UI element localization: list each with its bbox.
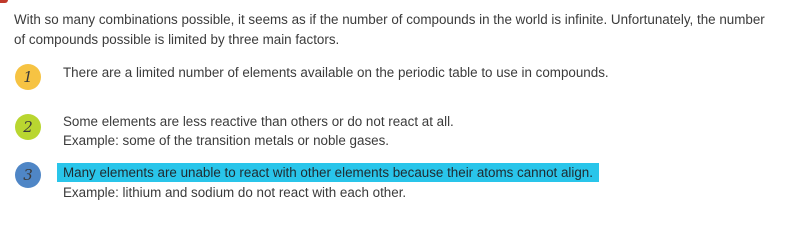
number-badge-3-icon bbox=[15, 162, 41, 188]
badge-number-1: 1 bbox=[23, 68, 33, 86]
factor-2-text: Some elements are less reactive than others or do not react at all. bbox=[63, 114, 454, 129]
badge-number-2: 2 bbox=[23, 118, 33, 136]
number-badge-1-icon bbox=[15, 64, 41, 90]
factor-3-example: Example: lithium and sodium do not react with each other. bbox=[63, 185, 407, 200]
badge-number-3: 3 bbox=[23, 166, 33, 184]
red-corner-marker bbox=[0, 0, 8, 3]
intro-paragraph bbox=[14, 10, 794, 50]
intro-line-2: of compounds possible is limited by three main factors. bbox=[14, 32, 340, 47]
factor-1-text: There are a limited number of elements available on the periodic table to use in compounds. bbox=[63, 65, 609, 80]
selected-text-highlight[interactable]: Many elements are unable to react with other elements because their atoms cannot align. bbox=[57, 163, 599, 182]
factor-2-example: Example: some of the transition metals or noble gases. bbox=[63, 133, 390, 148]
factor-3-text-wrap bbox=[63, 164, 599, 182]
intro-line-1: With so many combinations possible, it seems as if the number of compounds in the world is infinite. Unfortunately, the number bbox=[14, 12, 765, 27]
number-badge-2-icon bbox=[15, 114, 41, 140]
